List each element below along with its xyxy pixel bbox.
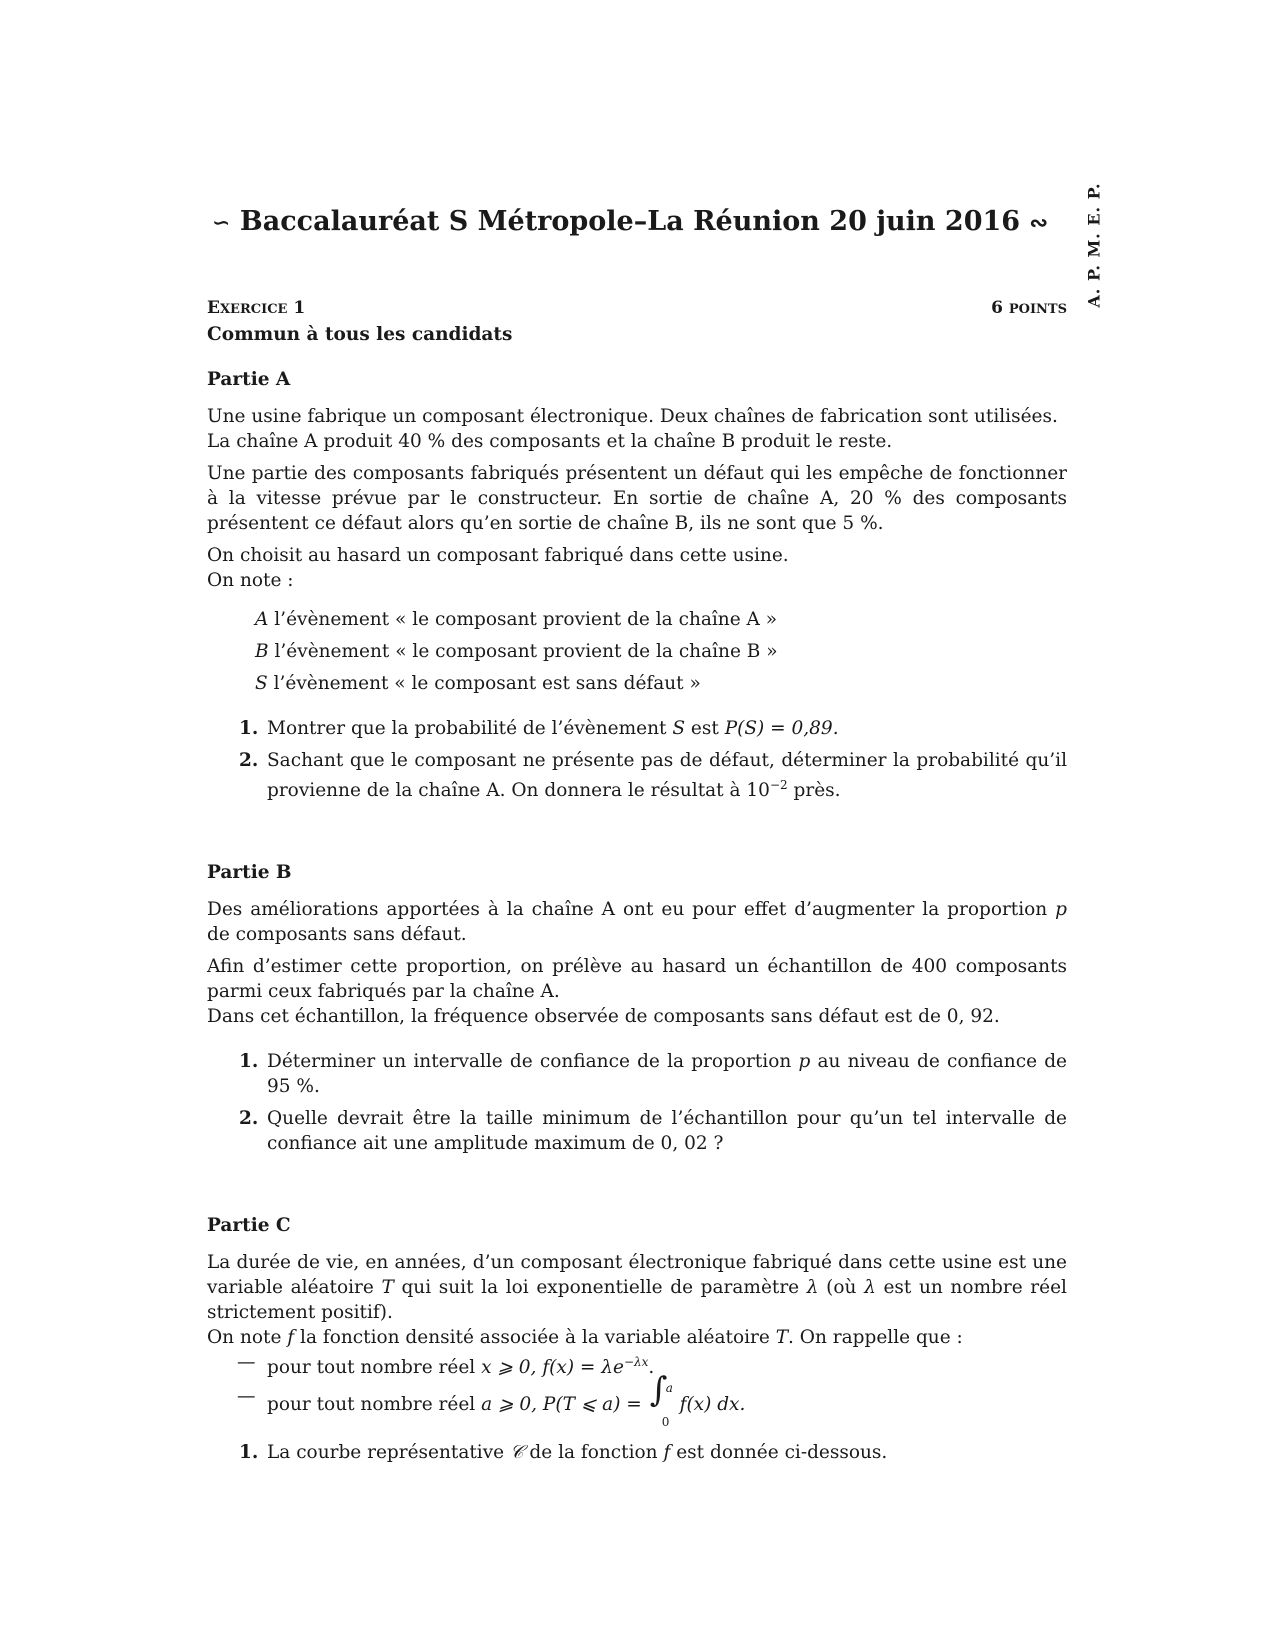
math-symbol: T	[775, 1327, 789, 1349]
question-text: Déterminer un intervalle de confiance de la proportion	[267, 1051, 792, 1073]
event-symbol: A	[255, 609, 269, 630]
exercise-header	[207, 296, 1067, 322]
apmep-text: A. P. M. E. P.	[1084, 182, 1104, 308]
question-tail: est donnée ci-dessous.	[676, 1442, 888, 1464]
question-item	[207, 1049, 1067, 1099]
partC-text-e: On note	[207, 1327, 282, 1349]
event-text: l’évènement « le composant est sans défaut »	[273, 673, 701, 694]
partC-text-b: qui suit la loi exponentielle de paramètre	[401, 1277, 800, 1299]
question-number: 2.	[239, 1108, 259, 1130]
partB-para2	[207, 954, 1067, 1029]
exercise-number: 1	[293, 298, 306, 318]
math-symbol: λ	[864, 1277, 876, 1299]
event-text: l’évènement « le composant provient de la chaîne B »	[274, 641, 778, 662]
event-item	[255, 671, 1067, 696]
event-item	[255, 607, 1067, 632]
question-item	[207, 1440, 1067, 1465]
partA-para1-line1: Une usine fabrique un composant électronique. Deux chaînes de fabrication sont utilisées.	[207, 406, 1058, 427]
question-tail: près.	[793, 780, 841, 802]
question-text: Sachant que le composant ne présente pas de défaut, déterminer la probabilité qu’il provienne de la chaîne A. On donnera le résultat à 10	[267, 750, 1067, 802]
partB-para1	[207, 897, 1067, 947]
event-text: l’évènement « le composant provient de la chaîne A »	[274, 609, 778, 630]
math-symbol: p	[798, 1051, 811, 1073]
question-text: Montrer que la probabilité de l’évènement	[267, 718, 667, 739]
partB-para1-before: Des améliorations apportées à la chaîne A ont eu pour effet d’augmenter la proportion	[207, 899, 1048, 921]
integral-upper: a	[665, 1381, 673, 1396]
exponent: −2	[769, 778, 788, 792]
math-formula: x ⩾ 0, f(x) = λe	[481, 1357, 624, 1379]
partC-text-f: la fonction densité associée à la variable aléatoire	[300, 1327, 770, 1349]
partB-heading: Partie B	[207, 862, 292, 884]
question-text-mid: est	[690, 718, 719, 739]
definition-item	[207, 1350, 1067, 1380]
event-symbol: S	[255, 673, 268, 694]
question-item	[207, 748, 1067, 803]
question-number: 1.	[239, 1051, 259, 1073]
math-symbol: λ	[806, 1277, 819, 1299]
integral-sign: ∫	[649, 1370, 668, 1411]
partA-para2: Une partie des composants fabriqués présentent un défaut qui les empêche de fonctionner à la vitesse prévue par le constructeur. En sortie de chaîne A, 20 % des composants présentent ce défaut alors qu’en sortie de chaîne B, ils ne sont que 5 %.	[207, 463, 1067, 534]
partC-para1	[207, 1250, 1067, 1350]
exercise-content	[207, 296, 1067, 1472]
exercise-audience: Commun à tous les candidats	[207, 324, 513, 345]
partA-para3	[207, 543, 1067, 593]
math-symbol: p	[1055, 899, 1067, 921]
math-symbol: T	[381, 1277, 394, 1299]
partC-text-a: La durée de vie, en années, d’un composant électronique fabriqué dans cette usine est une variable aléatoire	[207, 1252, 1067, 1299]
math-symbol: 𝒞	[510, 1442, 524, 1464]
partA-heading: Partie A	[207, 369, 291, 390]
definition-item	[207, 1370, 1067, 1430]
partC-heading: Partie C	[207, 1215, 291, 1237]
partA-para1	[207, 404, 1067, 454]
math-formula: P(S) = 0,89.	[724, 718, 839, 739]
partA-para1-line2: La chaîne A produit 40 % des composants et la chaîne B produit le reste.	[207, 431, 893, 452]
exercise-label-rest: XERCICE	[219, 302, 288, 317]
math-formula: a ⩾ 0, P(T ⩽ a) =	[481, 1394, 642, 1416]
points-value: 6	[991, 298, 1003, 318]
question-item	[207, 716, 1067, 741]
partA-questions	[207, 716, 1067, 803]
question-text-mid: de la fonction	[529, 1442, 658, 1464]
math-symbol: S	[672, 718, 686, 739]
ornament-right-icon: ∾	[1029, 210, 1048, 236]
dash-bullet: —	[237, 1352, 256, 1374]
exercise-label-first: E	[207, 298, 220, 318]
event-symbol: B	[255, 641, 269, 662]
partB-questions	[207, 1049, 1067, 1156]
math-formula-tail: f(x) dx.	[679, 1394, 746, 1416]
event-list	[255, 607, 1067, 696]
apmep-side-mark	[1080, 182, 1108, 308]
event-item	[255, 639, 1067, 664]
formula-end: .	[648, 1357, 655, 1379]
integral-icon	[648, 1370, 674, 1430]
partB-para1-after: de composants sans défaut.	[207, 924, 467, 946]
integral-lower: 0	[661, 1415, 670, 1430]
math-symbol: f	[287, 1327, 295, 1349]
ornament-left-icon: ∽	[212, 210, 231, 236]
partC-text-d: est un nombre réel strictement positif).	[207, 1277, 1067, 1324]
question-number: 1.	[239, 1442, 259, 1464]
question-number: 1.	[239, 718, 259, 739]
page-title	[200, 206, 1060, 237]
title-text: Baccalauréat S Métropole–La Réunion 20 juin 2016	[239, 206, 1021, 237]
question-tail: au niveau de confiance de 95 %.	[267, 1051, 1067, 1098]
partC-text-c: (où	[826, 1277, 857, 1299]
points-label: POINTS	[1008, 302, 1067, 317]
partA-para3-line1: On choisit au hasard un composant fabriqué dans cette usine.	[207, 545, 789, 566]
exercise-label	[207, 296, 305, 322]
exponent: −λx	[623, 1355, 649, 1370]
math-symbol: f	[663, 1442, 671, 1464]
question-text: La courbe représentative	[267, 1442, 505, 1464]
question-item	[207, 1106, 1067, 1156]
definition-text: pour tout nombre réel	[267, 1394, 476, 1416]
definition-list	[207, 1350, 1067, 1430]
partA-para3-line2: On note :	[207, 570, 294, 591]
question-number: 2.	[239, 750, 259, 771]
partB-para3-text: Dans cet échantillon, la fréquence observée de composants sans défaut est de 0, 92.	[207, 1006, 1000, 1028]
partB-para2-text: Afin d’estimer cette proportion, on prélève au hasard un échantillon de 400 composants parmi ceux fabriqués par la chaîne A.	[207, 956, 1067, 1003]
partC-questions	[207, 1440, 1067, 1465]
definition-text: pour tout nombre réel	[267, 1357, 476, 1379]
partC-text-g: . On rappelle que :	[788, 1327, 963, 1349]
exercise-points	[991, 296, 1067, 322]
dash-bullet: —	[237, 1386, 256, 1408]
question-text: Quelle devrait être la taille minimum de l’échantillon pour qu’un tel intervalle de confiance ait une amplitude maximum de 0, 02 ?	[267, 1108, 1067, 1155]
